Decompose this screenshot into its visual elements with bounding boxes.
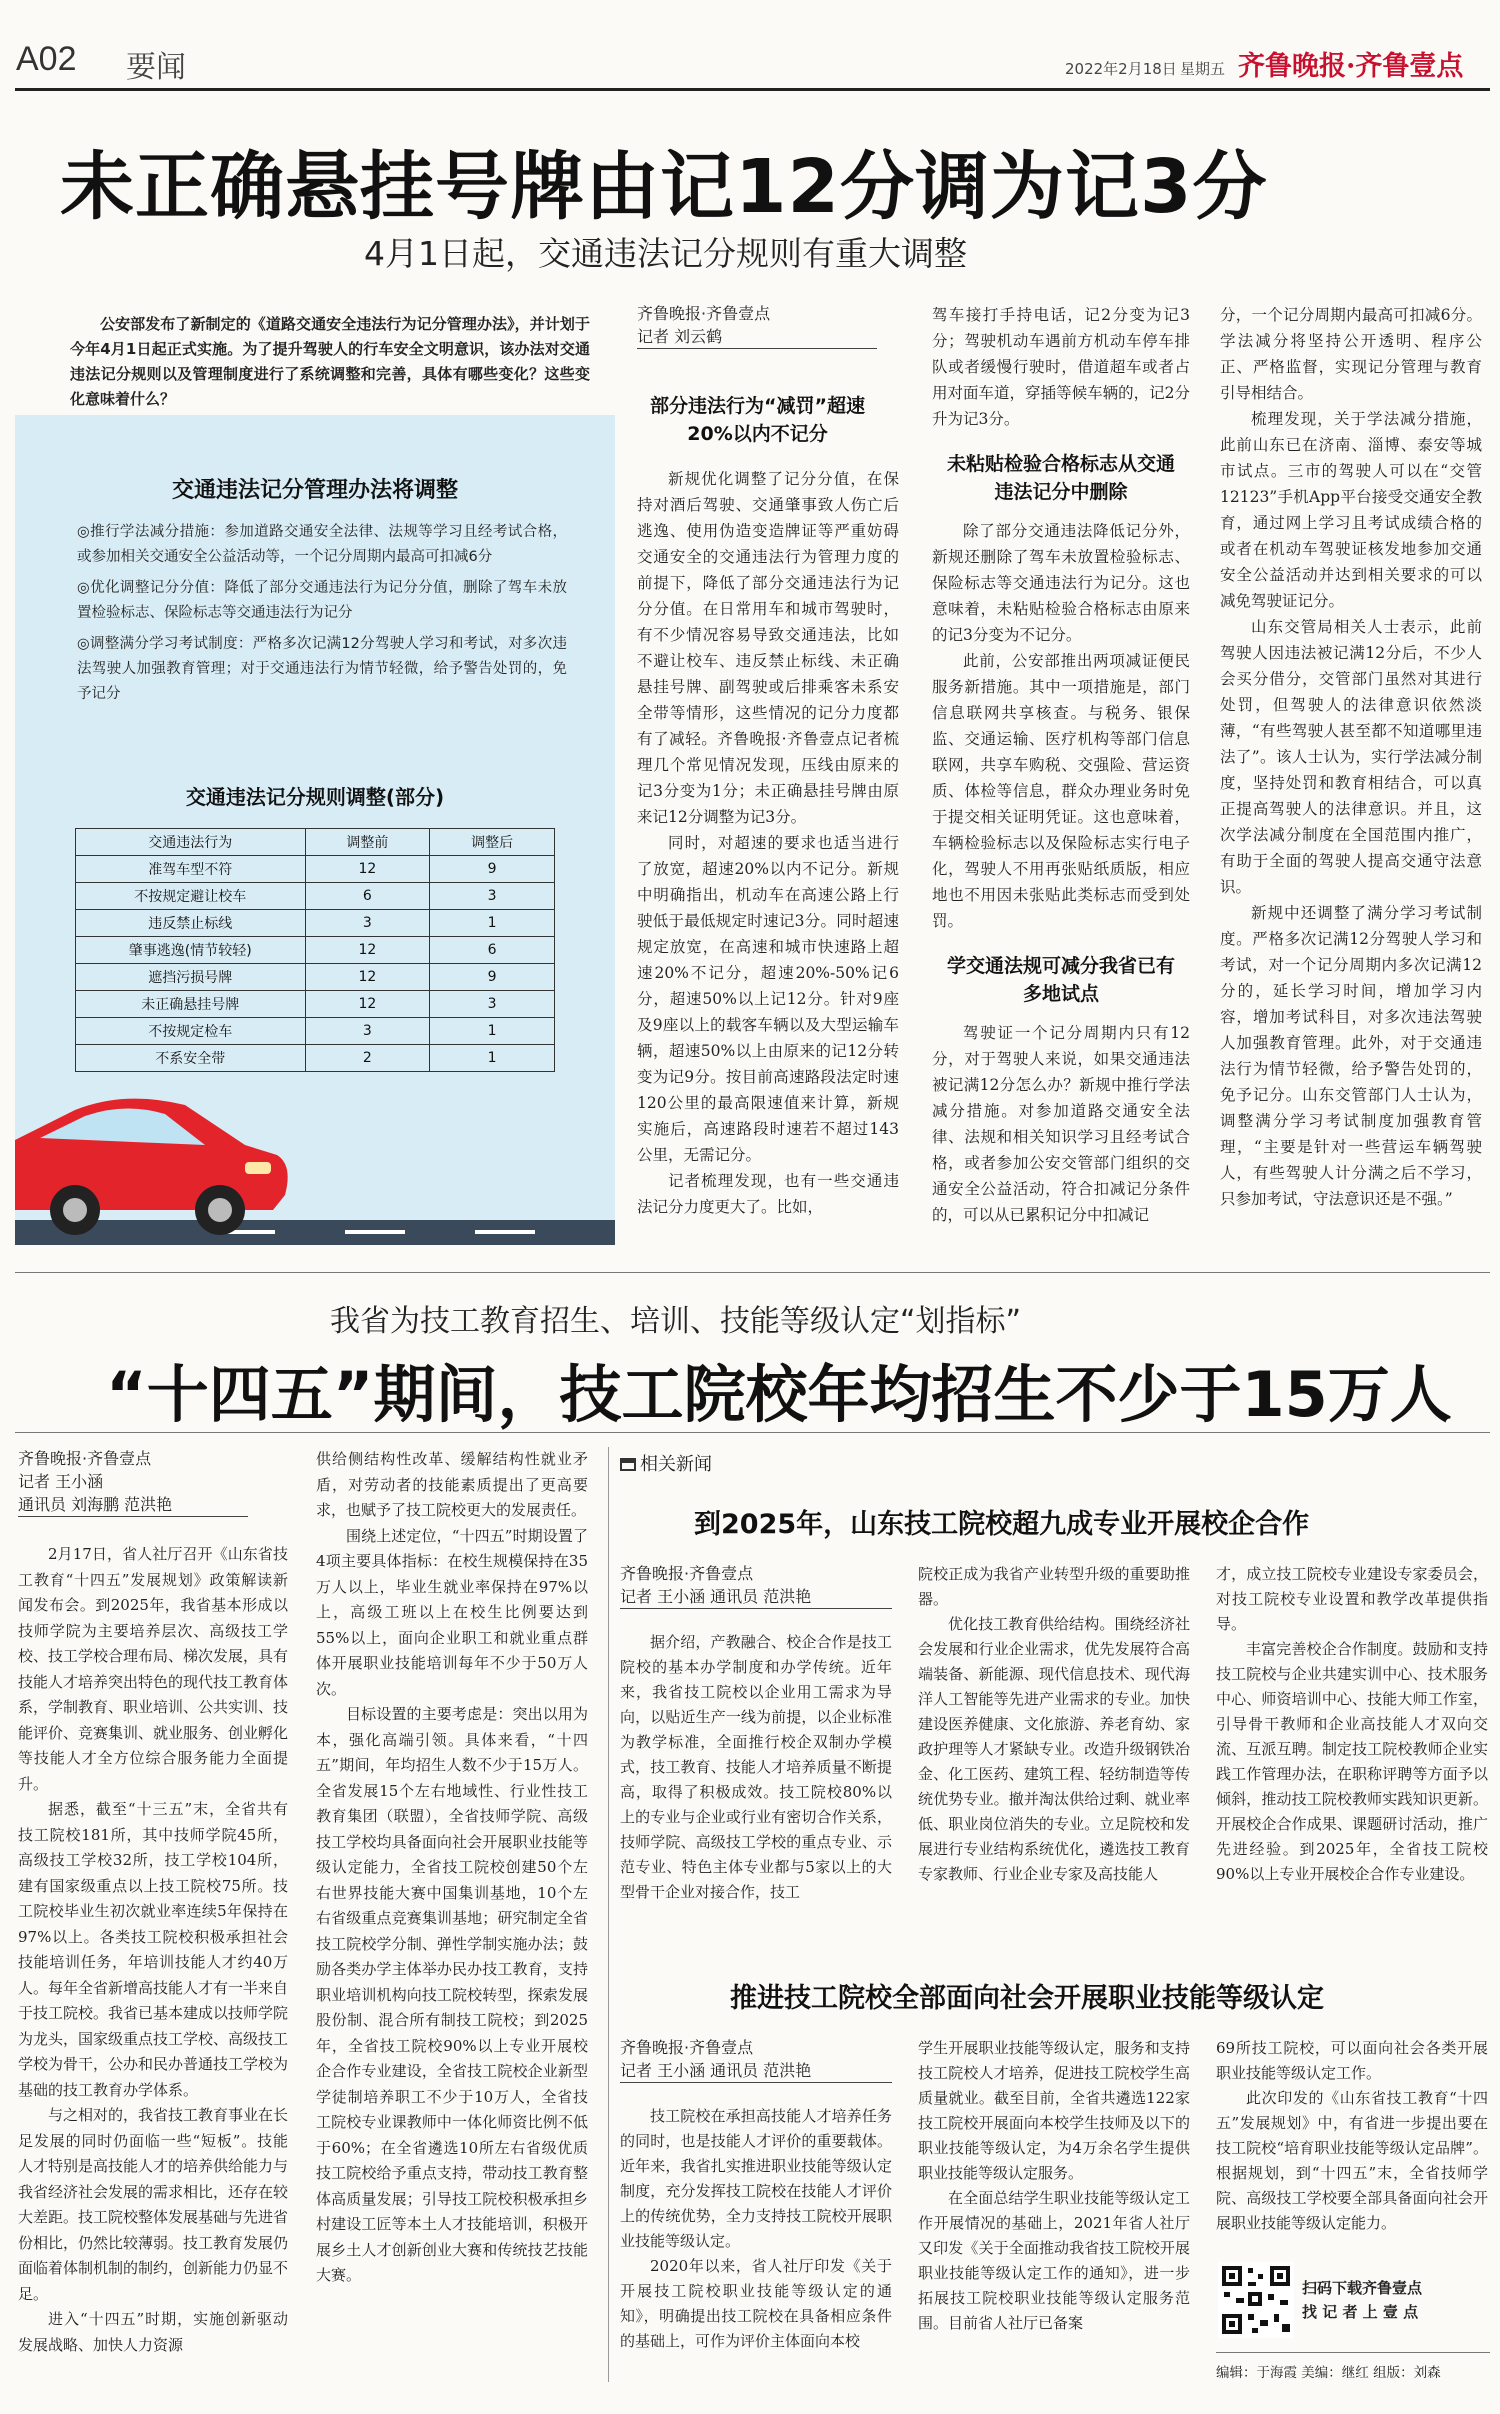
story1-col2-heading: 部分违法行为“减罚”超速20%以内不记分: [650, 395, 865, 445]
byline-outlet: 齐鲁晚报·齐鲁壹点: [620, 2038, 754, 2057]
paragraph: 才，成立技工院校专业建设专家委员会，对技工院校专业设置和教学改革提供指导。: [1216, 1565, 1488, 1633]
sub2-col1-body: [620, 2104, 892, 2382]
paragraph: 新规优化调整了记分分值，在保持对酒后驾驶、交通肇事致人伤亡后逃逸、使用伪造变造牌证等严重妨碍交通安全的交通违法行为管理力度的前提下，降低了部分交通违法行为记分分值。在日常用车和城市驾驶时，有不少情况容易导致交通违法，比如不避让校车、违反禁止标线、未正确悬挂号牌、副驾驶或后排乘客未系安全带等情形，这些情况的记分力度都有了减轻。齐鲁晚报·齐鲁壹点记者梳理几个常见情况发现，压线由原来的记3分变为1分；未正确悬挂号牌由原来记12分调整为记3分。: [637, 470, 899, 826]
paragraph: 据介绍，产教融合、校企合作是技工院校的基本办学制度和办学传统。近年来，我省技工院校以企业用工需求为导向，以贴近生产一线为前提，以企业标准为教学标准，全面推行校企双制办学模式，技工教育、技能人才培养质量不断提高，取得了积极成效。技工院校80%以上的专业与企业或行业有密切合作关系，技师学院、高级技工学校的重点专业、示范专业、特色主体专业都与5家以上的大型骨干企业对接合作，技工: [620, 1633, 892, 1901]
sub1-headline: 到2025年，山东技工院校超九成专业开展校企合作: [694, 1509, 1310, 1540]
before-cell: 12: [305, 856, 430, 883]
story2-rule: [15, 1432, 1490, 1433]
sub2-col3-body: [1216, 2036, 1488, 2246]
paragraph: 除了部分交通违法降低记分外，新规还删除了驾车未放置检验标志、保险标志等交通违法行为记分。这也意味着，未粘贴检验合格标志由原来的记3分变为不记分。: [932, 522, 1190, 644]
after-cell: 1: [430, 1018, 555, 1045]
paragraph: 学生开展职业技能等级认定，服务和支持技工院校人才培养，促进技工院校学生高质量就业。截至目前，全省共遴选122家技工院校开展面向本校学生技师及以下的职业技能等级认定，为4万余名学生提供职业技能等级认定服务。: [918, 2039, 1190, 2182]
before-cell: 3: [305, 910, 430, 937]
byline-reporter: 记者 王小涵 通讯员 范洪艳: [620, 2059, 892, 2083]
infobox-item: ◎调整满分学习考试制度：严格多次记满12分驾驶人学习和考试，对多次违法驾驶人加强教育管理；对于交通违法行为情节轻微，给予警告处罚的，免予记分: [77, 636, 567, 702]
paragraph: 进入“十四五”时期，实施创新驱动发展战略、加快人力资源: [18, 2310, 288, 2354]
paragraph: 69所技工院校，可以面向社会各类开展职业技能等级认定工作。: [1216, 2039, 1488, 2082]
page-number: A02: [16, 40, 77, 78]
story1-byline: [637, 302, 877, 349]
byline-reporter: 记者 刘云鹤: [637, 325, 877, 349]
story1-col4-body: [1220, 302, 1482, 1248]
paragraph: 丰富完善校企合作制度。鼓励和支持技工院校与企业共建实训中心、技术服务中心、师资培训中心、技能大师工作室，引导骨干教师和企业高技能人才双向交流、互派互聘。制定技工院校教师企业实践工作管理办法，在职称评聘等方面予以倾斜，推动技工院校教师实践知识更新。开展校企合作成果、课题研讨活动，推广先进经验。到2025年，全省技工院校90%以上专业开展校企合作专业建设。: [1216, 1640, 1488, 1883]
byline-reporter: 记者 王小涵 通讯员 范洪艳: [620, 1585, 892, 1609]
sub1-col2-body: [918, 1562, 1190, 1955]
paragraph: 此次印发的《山东省技工教育“十四五”发展规划》中，有省进一步提出要在技工院校“培育职业技能等级认定品牌”。根据规划，到“十四五”末，全省技师学院、高级技工学校要全部具备面向社会开展职业技能等级认定能力。: [1216, 2089, 1488, 2232]
violation-cell: 未正确悬挂号牌: [76, 991, 306, 1018]
after-cell: 1: [430, 910, 555, 937]
paragraph: 围绕上述定位，“十四五”时期设置了4项主要具体指标：在校生规模保持在35万人以上，毕业生就业率保持在97%以上，高级工班以上在校生比例要达到55%以上，面向企业职工和就业重点群体开展职业技能培训每年不少于50万人次。: [316, 1526, 588, 1698]
after-cell: 3: [430, 991, 555, 1018]
before-cell: 3: [305, 1018, 430, 1045]
before-cell: 12: [305, 964, 430, 991]
infobox-items: [77, 520, 567, 707]
col-header-violation: 交通违法行为: [76, 829, 306, 856]
table-row: [76, 1045, 555, 1072]
section-name: 要闻: [126, 50, 186, 85]
rules-table-header: [76, 829, 555, 856]
footer-rule: [1216, 2352, 1490, 2353]
story2-col1-body: [18, 1542, 288, 2382]
paragraph: 在全面总结学生职业技能等级认定工作开展情况的基础上，2021年省人社厅又印发《关于全面推动我省技工院校开展职业技能等级认定工作的通知》，进一步拓展技工院校职业技能等级认定服务范围。目前省人社厅已备案: [918, 2189, 1190, 2332]
col-header-after: 调整后: [430, 829, 555, 856]
violation-cell: 肇事逃逸(情节较轻): [76, 937, 306, 964]
paragraph: 驾驶证一个记分周期内只有12分，对于驾驶人来说，如果交通违法被记满12分怎么办？新规中推行学法减分措施。对参加道路交通安全法律、法规和相关知识学习且经考试合格，或者参加公安交管部门组织的交通安全公益活动，符合扣减记分条件的，可以从已累积记分中扣减记: [932, 1024, 1190, 1224]
sub2-col2-body: [918, 2036, 1190, 2382]
infobox-item: ◎推行学法减分措施：参加道路交通安全法律、法规等学习且经考试合格，或参加相关交通安全公益活动等，一个记分周期内最高可扣减6分: [77, 524, 567, 565]
issue-date: 2022年2月18日: [1065, 60, 1177, 78]
paragraph: 记者梳理发现，也有一些交通违法记分力度更大了。比如，: [637, 1172, 899, 1216]
rules-infobox: [15, 415, 615, 1245]
paragraph: 院校正成为我省产业转型升级的重要助推器。: [918, 1565, 1190, 1608]
byline-correspondents: 通讯员 刘海鹏 范洪艳: [18, 1493, 248, 1517]
paragraph: 同时，对超速的要求也适当进行了放宽，超速20%以内不记分。新规中明确指出，机动车在高速公路上行驶低于最低规定时速记3分。同时超速规定放宽，在高速和城市快速路上超速20%不记分，超速20%-50%记6分，超速50%以上记12分。针对9座及9座以上的载客车辆以及大型运输车辆，超速50%以上由原来的记12分转变为记9分。按目前高速路段法定时速120公里的最高限速值来计算，新规实施后，高速路段时速若不超过143公里，无需记分。: [637, 834, 899, 1164]
byline-reporter: 记者 王小涵: [18, 1472, 104, 1491]
editor-credits: 编辑：于海霞 美编：继红 组版：刘森: [1216, 2365, 1441, 2381]
table-row: [76, 856, 555, 883]
infobox-item: ◎优化调整记分分值：降低了部分交通违法行为记分分值，删除了驾车未放置检验标志、保险标志等交通违法行为记分: [77, 580, 567, 621]
story1-lead: [70, 312, 590, 424]
table-row: [76, 883, 555, 910]
sub1-col3-body: [1216, 1562, 1488, 1955]
sub1-col1-body: [620, 1630, 892, 1955]
paragraph: 梳理发现，关于学法减分措施，此前山东已在济南、淄博、泰安等城市试点。三市的驾驶人可以在“交管12123”手机App平台接受交通安全教育，通过网上学习且考试成绩合格的或者在机动车驾驶证核发地参加交通安全公益活动并达到相关要求的可以减免驾驶证记分。: [1220, 410, 1482, 610]
paragraph: 此前，公安部推出两项减证便民服务新措施。其中一项措施是，部门信息联网共享核查。与税务、银保监、交通运输、医疗机构等部门信息联网，共享车购税、交强险、营运资质、体检等信息，群众办理业务时免于提交相关证明凭证。这也意味着，车辆检验标志以及保险标志实行电子化，驾驶人不用再张贴纸质版，相应地也不用因未张贴此类标志而受到处罚。: [932, 652, 1190, 930]
table-row: [76, 964, 555, 991]
story1-col3-body: [932, 302, 1190, 1248]
qr-code[interactable]: [1218, 2262, 1294, 2338]
qr-caption-line2: 找 记 者 上 壹 点: [1302, 2303, 1419, 2321]
brand-logo: 齐鲁晚报·齐鲁壹点: [1238, 51, 1464, 82]
related-news-label: [620, 1450, 712, 1476]
violation-cell: 违反禁止标线: [76, 910, 306, 937]
header-rule: [15, 88, 1490, 91]
paragraph: 2月17日，省人社厅召开《山东省技工教育“十四五”发展规划》政策解读新闻发布会。到2025年，我省基本形成以技师学院为主要培养层次、高级技工学校、技工学校合理布局、梯次发展，具有技能人才培养突出特色的现代技工教育体系，学制教育、职业培训、公共实训、技能评价、竞赛集训、就业服务、创业孵化等技能人才全方位综合服务能力全面提升。: [18, 1545, 288, 1793]
car-illustration: [15, 1070, 615, 1245]
violation-cell: 不按规定避让校车: [76, 883, 306, 910]
before-cell: 12: [305, 991, 430, 1018]
qr-caption: [1302, 2276, 1492, 2324]
paragraph: 驾车接打手持电话，记2分变为记3分；驾驶机动车遇前方机动车停车排队或者缓慢行驶时，借道超车或者占用对面车道，穿插等候车辆的，记2分升为记3分。: [932, 306, 1190, 428]
paragraph: 与之相对的，我省技工教育事业在长足发展的同时仍面临一些“短板”。技能人才特别是高技能人才的培养供给能力与我省经济社会发展的需求相比，还存在较大差距。技工院校整体发展基础与先进省份相比，仍然比较薄弱。技工教育发展仍面临着体制机制的制约，创新能力仍显不足。: [18, 2106, 288, 2303]
story1-headline: 未正确悬挂号牌由记12分调为记3分: [60, 144, 1268, 230]
story2-headline: “十四五”期间，技工院校年均招生不少于15万人: [106, 1358, 1452, 1431]
story1-subheadline: 4月1日起，交通违法记分规则有重大调整: [364, 234, 967, 273]
table-row: [76, 1018, 555, 1045]
table-row: [76, 910, 555, 937]
paragraph: 山东交管局相关人士表示，此前驾驶人因违法被记满12分后，不少人会买分借分，交管部门虽然对其进行处罚，但驾驶人的法律意识依然淡薄，“有些驾驶人甚至都不知道哪里违法了”。该人士认为，实行学法减分制度，坚持处罚和教育相结合，可以真正提高驾驶人的法律意识。并且，这次学法减分制度在全国范围内推广，有助于全面的驾驶人提高交通守法意识。: [1220, 618, 1482, 896]
story2-kicker: 我省为技工教育招生、培训、技能等级认定“划指标”: [330, 1304, 1022, 1339]
col-header-before: 调整前: [305, 829, 430, 856]
related-news-text: 相关新闻: [640, 1454, 712, 1475]
news-box-icon: [620, 1458, 636, 1471]
paragraph: 新规中还调整了满分学习考试制度。严格多次记满12分驾驶人学习和考试，对一个记分周期内多次记满12分的，延长学习时间，增加学习内容，增加考试科目，对多次违法驾驶人加强教育管理。此外，对于交通违法行为情节轻微，给予警告处罚的，免予记分。山东交管部门人士认为，调整满分学习考试制度加强教育管理，“主要是针对一些营运车辆驾驶人，有些驾驶人计分满之后不学习，只参加考试，守法意识还是不强。”: [1220, 904, 1482, 1208]
after-cell: 9: [430, 964, 555, 991]
rules-table-title: 交通违法记分规则调整(部分): [185, 785, 445, 809]
before-cell: 6: [305, 883, 430, 910]
before-cell: 12: [305, 937, 430, 964]
violation-cell: 不按规定检车: [76, 1018, 306, 1045]
paragraph: 2020年以来，省人社厅印发《关于开展技工院校职业技能等级认定的通知》，明确提出技工院校在具备相应条件的基础上，可作为评价主体面向本校: [620, 2257, 892, 2350]
story1-col3-heading2: 学交通法规可减分我省已有多地试点: [946, 955, 1175, 1005]
byline-outlet: 齐鲁晚报·齐鲁壹点: [620, 1564, 754, 1583]
byline-outlet: 齐鲁晚报·齐鲁壹点: [18, 1449, 152, 1468]
paragraph: 优化技工教育供给结构。围绕经济社会发展和行业企业需求，优先发展符合高端装备、新能源、现代信息技术、现代海洋人工智能等先进产业需求的专业。加快建设医养健康、文化旅游、养老育幼、家政护理等人才紧缺专业。改造升级钢铁冶金、化工医药、建筑工程、轻纺制造等传统优势专业。撤并淘汰供给过剩、就业率低、职业岗位消失的专业。立足院校和发展进行专业结构系统优化，遴选技工教育专家教师、行业企业专家及高技能人: [918, 1615, 1190, 1883]
rules-table: [75, 828, 555, 1072]
story1-col2-body: [637, 466, 899, 1248]
story1-col3-heading1: 未粘贴检验合格标志从交通违法记分中删除: [946, 453, 1175, 503]
after-cell: 9: [430, 856, 555, 883]
sub2-headline: 推进技工院校全部面向社会开展职业技能等级认定: [730, 1983, 1324, 2014]
infobox-title: 交通违法记分管理办法将调整: [171, 478, 458, 503]
byline-outlet: 齐鲁晚报·齐鲁壹点: [637, 304, 771, 323]
paragraph: 分，一个记分周期内最高可扣减6分。学法减分将坚持公开透明、程序公正、严格监督，实现记分管理与教育引导相结合。: [1220, 306, 1482, 402]
violation-cell: 遮挡污损号牌: [76, 964, 306, 991]
after-cell: 1: [430, 1045, 555, 1072]
column-separator: [608, 1447, 609, 2382]
paragraph: 技工院校在承担高技能人才培养任务的同时，也是技能人才评价的重要载体。近年来，我省扎实推进职业技能等级认定制度，充分发挥技工院校在技能人才评价上的传统优势，全力支持技工院校开展职业技能等级认定。: [620, 2107, 892, 2250]
qr-caption-line1: 扫码下载齐鲁壹点: [1302, 2279, 1423, 2297]
sub1-byline: [620, 1562, 892, 1609]
section-divider: [15, 1272, 1490, 1273]
table-row: [76, 937, 555, 964]
paragraph: 据悉，截至“十三五”末，全省共有技工院校181所，其中技师学院45所，高级技工学校32所，技工学校104所，建有国家级重点以上技工院校75所。技工院校毕业生初次就业率连续5年保持在97%以上。各类技工院校积极承担社会技能培训任务，年培训技能人才约40万人。每年全省新增高技能人才有一半来自于技工院校。我省已基本建成以技师学院为龙头，国家级重点技工学校、高级技工学校为骨干，公办和民办普通技工学校为基础的技工教育办学体系。: [18, 1800, 288, 2099]
paragraph: 目标设置的主要考虑是：突出以用为本，强化高端引领。具体来看，“十四五”期间，年均招生人数不少于15万人。全省发展15个左右地域性、行业性技工教育集团（联盟），全省技师学院、高级技工学校均具备面向社会开展职业技能等级认定能力，全省技工院校创建50个左右世界技能大赛中国集训基地，10个左右省级重点竞赛集训基地；研究制定全省技工院校学分制、弹性学制实施办法；鼓励各类办学主体举办民办技工教育，支持职业培训机构向技工院校转型，探索发展股份制、混合所有制技工院校；到2025年，全省技工院校90%以上专业开展校企合作专业建设，全省技工院校企业新型学徒制培养职工不少于10万人，全省技工院校专业课教师中一体化师资比例不低于60%；在全省遴选10所左右省级优质技工院校给予重点支持，带动技工教育整体高质量发展；引导技工院校积极承担乡村建设工匠等本土人才技能培训，积极开展乡土人才创新创业大赛和传统技艺技能大赛。: [316, 1705, 588, 2284]
after-cell: 6: [430, 937, 555, 964]
violation-cell: 不系安全带: [76, 1045, 306, 1072]
story2-col2-body: [316, 1447, 588, 2382]
table-row: [76, 991, 555, 1018]
story1-lead-text: 公安部发布了新制定的《道路交通安全违法行为记分管理办法》，并计划于今年4月1日起正式实施。为了提升驾驶人的行车安全文明意识，该办法对交通违法记分规则以及管理制度进行了系统调整和完善，具体有哪些变化？这些变化意味着什么？: [70, 315, 590, 408]
issue-weekday: 星期五: [1180, 60, 1226, 78]
sub2-byline: [620, 2036, 892, 2083]
violation-cell: 准驾车型不符: [76, 856, 306, 883]
story2-byline: [18, 1447, 278, 1517]
paragraph: 供给侧结构性改革、缓解结构性就业矛盾，对劳动者的技能素质提出了更高要求，也赋予了技工院校更大的发展责任。: [316, 1450, 588, 1519]
after-cell: 3: [430, 883, 555, 910]
before-cell: 2: [305, 1045, 430, 1072]
